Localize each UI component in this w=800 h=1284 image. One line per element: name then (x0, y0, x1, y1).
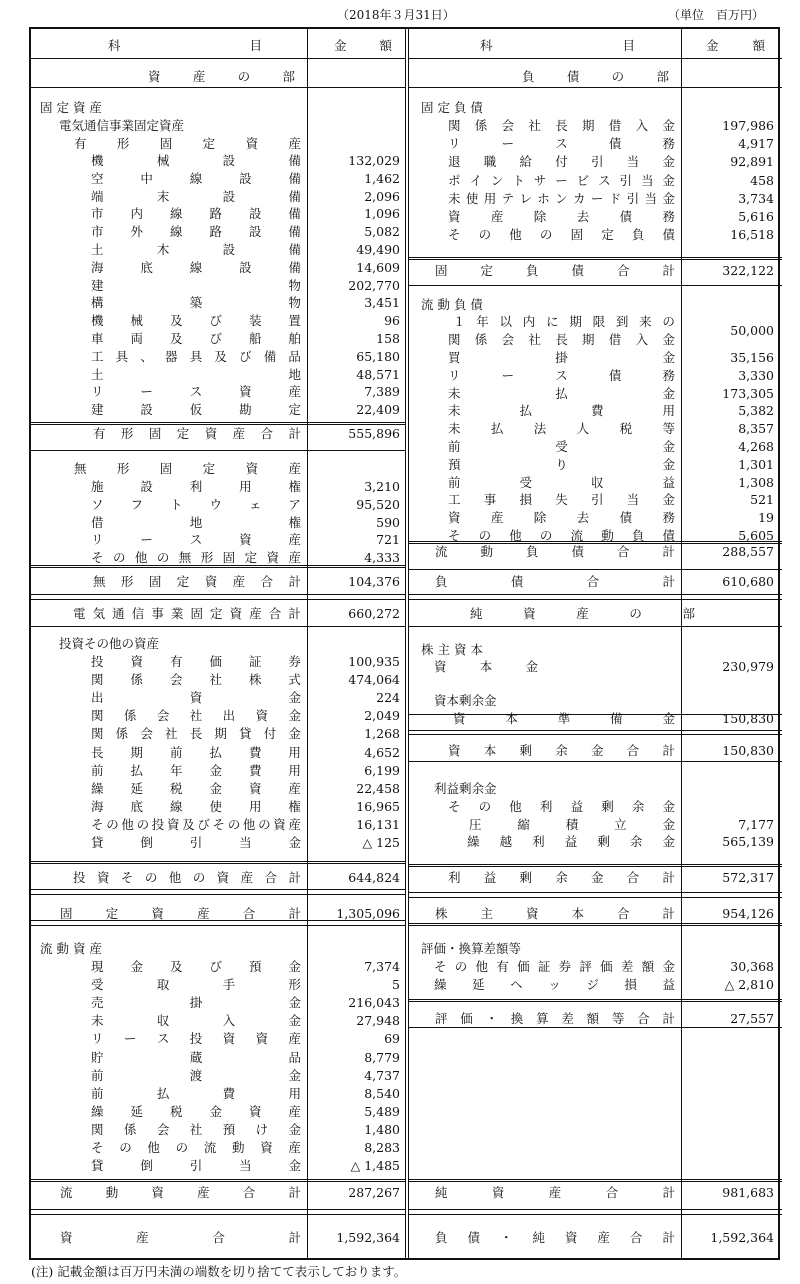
fixed-liab-item: ポ イ ン ト サ ー ビ ス 引 当 金 (448, 172, 675, 188)
valuation-title: 評価・換算差額等 (421, 941, 522, 956)
tangible-total-label: 有 形 固 定 資 産 合 計 (93, 426, 301, 441)
current-liab-amount: 173,305 (722, 385, 774, 401)
other-retained-title: そ の 他 利 益 剰 余 金 (448, 799, 675, 814)
right-rule-1 (408, 259, 782, 260)
left-rule-5 (31, 594, 405, 595)
right-rule-8 (408, 626, 782, 627)
investment-item: 関 係 会 社 株 式 (91, 672, 301, 688)
fixed-liab-amount: 197,986 (722, 118, 774, 133)
tangible-amount: 5,082 (364, 224, 400, 240)
current-asset-amount: 4,737 (364, 1067, 400, 1083)
current-asset-amount: △ 1,485 (350, 1158, 400, 1174)
right-rule-23 (408, 1181, 782, 1182)
current-asset-item: 現 金 及 び 預 金 (91, 959, 301, 974)
investment-total-label: 投 資 そ の 他 の 資 産 合 計 (73, 870, 301, 885)
fixed-liab-item: リ ー ス 債 務 (448, 136, 675, 152)
current-liab-item: 買 掛 金 (448, 350, 675, 365)
right-rule-15 (408, 892, 782, 893)
carried-forward-amount: 565,139 (722, 834, 774, 849)
current-asset-amount: 7,374 (364, 959, 400, 974)
investment-item: 出 資 金 (91, 690, 301, 706)
capital-amount: 230,979 (722, 659, 774, 674)
retained-total-label: 利 益 剰 余 金 合 計 (448, 870, 675, 885)
left-rule-4 (31, 567, 405, 568)
tangible-item: 構 築 物 (91, 295, 301, 311)
investment-item: 関 係 会 社 出 資 金 (91, 708, 301, 724)
tangible-item: 機 械 及 び 装 置 (91, 313, 301, 329)
current-liab-item: 資 産 除 去 債 務 (448, 510, 675, 526)
current-asset-amount: 8,283 (364, 1140, 400, 1155)
investment-item: 海 底 線 使 用 権 (91, 798, 301, 814)
tangible-item: リ ー ス 資 産 (91, 384, 301, 400)
investment-amount: 4,652 (364, 744, 400, 760)
fixed-liab-total-amount: 322,122 (722, 263, 774, 278)
current-asset-item: 前 払 費 用 (91, 1085, 301, 1101)
current-asset-item: 繰 延 税 金 資 産 (91, 1103, 301, 1119)
intangible-amount: 3,210 (364, 479, 400, 494)
investment-item: 投 資 有 価 証 券 (91, 654, 301, 669)
investment-amount: 22,458 (356, 780, 400, 796)
intangible-item: リ ー ス 資 産 (91, 532, 301, 548)
header-left-amount: 金 額 (334, 38, 392, 53)
left-rule-16 (31, 1209, 405, 1210)
telecom-assets-title: 電気通信事業固定資産 (59, 118, 185, 133)
intangible-item: そ の 他 の 無 形 固 定 資 産 (91, 550, 301, 566)
liab-total-label: 負 債 合 計 (435, 574, 675, 589)
left-rule-10 (31, 889, 405, 890)
valuation-item: そ の 他 有 価 証 券 評 価 差 額 金 (434, 959, 675, 974)
capital-surplus-title: 資本剰余金 (434, 693, 497, 708)
retained-total-amount: 572,317 (722, 870, 774, 885)
equity-title: 株 主 資 本 (421, 642, 483, 657)
current-liab-amount: 8,357 (738, 421, 774, 437)
current-liab-total-amount: 288,557 (722, 544, 774, 559)
current-liab-item: 関 係 会 社 長 期 借 入 金 (448, 332, 675, 347)
retained-title: 利益剰余金 (434, 781, 497, 796)
investment-amount: 2,049 (364, 708, 400, 724)
investment-amount: 474,064 (348, 672, 400, 688)
intangible-title: 無 形 固 定 資 産 (74, 461, 301, 476)
current-liab-title: 流 動 負 債 (421, 297, 483, 312)
right-rule-2 (408, 285, 782, 286)
header-line-right-0 (408, 58, 782, 59)
investment-item: 繰 延 税 金 資 産 (91, 780, 301, 796)
investment-amount: 6,199 (364, 762, 400, 778)
current-asset-amount: 8,540 (364, 1085, 400, 1101)
right-rule-5 (408, 569, 782, 570)
valuation-amount: △ 2,810 (724, 977, 774, 993)
left-rule-13 (31, 925, 405, 926)
assets-total-amount: 1,592,364 (336, 1230, 400, 1245)
current-asset-amount: 5 (392, 977, 400, 993)
balance-sheet-grid (31, 29, 778, 1258)
intangible-amount: 590 (376, 514, 400, 530)
right-rule-0 (408, 257, 782, 258)
tangible-item: 市 外 線 路 設 備 (91, 224, 301, 240)
right-rule-22 (408, 1179, 782, 1180)
tangible-amount: 7,389 (364, 384, 400, 400)
tangible-item: 端 末 設 備 (91, 188, 301, 204)
current-liab-amount: 5,382 (738, 403, 774, 419)
valuation-amount: 30,368 (730, 959, 774, 974)
assets-total-label: 資 産 合 計 (60, 1230, 301, 1245)
current-liab-item: リ ー ス 債 務 (448, 367, 675, 383)
capital-reserve-amount: 150,830 (722, 711, 774, 726)
investment-item: 関 係 会 社 長 期 貸 付 金 (91, 726, 301, 742)
right-rule-25 (408, 1214, 782, 1215)
tangible-amount: 14,609 (356, 259, 400, 275)
tangible-amount: 202,770 (348, 277, 400, 293)
capital-surplus-total-amount: 150,830 (722, 743, 774, 758)
fixed-liab-amount: 4,917 (738, 136, 774, 152)
fixed-liab-amount: 3,734 (738, 190, 774, 206)
current-liab-amount: 4,268 (738, 439, 774, 454)
header-left-item: 科 目 (108, 38, 262, 53)
current-liab-item: 工 事 損 失 引 当 金 (448, 492, 675, 508)
unit-label: （単位 百万円） (668, 8, 765, 22)
current-liab-amount: 1,301 (738, 456, 774, 472)
current-asset-amount: 5,489 (364, 1103, 400, 1119)
fixed-liab-amount: 458 (750, 172, 774, 188)
intangible-amount: 95,520 (356, 496, 400, 512)
current-liab-item: １ 年 以 内 に 期 限 到 来 の (453, 314, 675, 329)
compression-reserve-label: 圧 縮 積 立 金 (469, 817, 675, 832)
current-liab-item: 前 受 収 益 (448, 474, 675, 490)
header-line-right-1 (408, 87, 782, 88)
capital-label: 資 本 金 (434, 659, 538, 674)
valuation-total-label: 評 価 ・ 換 算 差 額 等 合 計 (435, 1011, 675, 1026)
current-asset-item: リ ー ス 投 資 資 産 (91, 1031, 301, 1047)
current-asset-item: 貸 倒 引 当 金 (91, 1158, 301, 1174)
section-net-assets: 純 資 産 の 部 (470, 606, 695, 621)
tangible-amount: 1,462 (364, 170, 400, 186)
fixed-liab-amount: 92,891 (730, 154, 774, 170)
intangible-item: 施 設 利 用 権 (91, 479, 301, 494)
fixed-liab-title: 固 定 負 債 (421, 100, 483, 115)
investment-amount: 1,268 (364, 726, 400, 742)
right-rule-10 (408, 730, 782, 731)
telecom-total-amount: 660,272 (348, 606, 400, 621)
fixed-liab-total-label: 固 定 負 債 合 計 (435, 263, 675, 278)
valuation-item: 繰 延 ヘ ッ ジ 損 益 (434, 977, 675, 993)
current-asset-item: 関 係 会 社 預 け 金 (91, 1121, 301, 1137)
current-asset-amount: 8,779 (364, 1049, 400, 1065)
current-total-amount: 287,267 (348, 1185, 400, 1200)
valuation-total-amount: 27,557 (730, 1011, 774, 1026)
tangible-item: 車 両 及 び 船 舶 (91, 331, 301, 346)
investment-amount: 16,965 (356, 798, 400, 814)
current-asset-item: 売 掛 金 (91, 995, 301, 1011)
right-rule-24 (408, 1209, 782, 1210)
current-liab-amount: 3,330 (738, 367, 774, 383)
intangible-total-label: 無 形 固 定 資 産 合 計 (93, 574, 301, 589)
net-assets-total-amount: 981,683 (722, 1185, 774, 1200)
left-rule-17 (31, 1214, 405, 1215)
current-asset-item: 貯 蔵 品 (91, 1049, 301, 1065)
left-rule-6 (31, 599, 405, 600)
tangible-item: 市 内 線 路 設 備 (91, 206, 301, 222)
balance-sheet-table (29, 27, 780, 1260)
header-right-amount: 金 額 (706, 38, 765, 53)
fixed-liab-item: 関 係 会 社 長 期 借 入 金 (448, 118, 675, 133)
current-asset-item: そ の 他 の 流 動 資 産 (91, 1140, 301, 1155)
current-liab-amount: 1,308 (738, 474, 774, 490)
current-liab-total-label: 流 動 負 債 合 計 (435, 544, 675, 559)
left-rule-15 (31, 1181, 405, 1182)
fixed-total-amount: 1,305,096 (336, 906, 400, 921)
left-rule-14 (31, 1179, 405, 1180)
header-right-item: 科 目 (480, 38, 635, 53)
telecom-total-label: 電 気 通 信 事 業 固 定 資 産 合 計 (73, 606, 301, 621)
current-liab-amount: 19 (758, 510, 774, 526)
right-rule-14 (408, 866, 782, 867)
right-rule-20 (408, 1001, 782, 1002)
tangible-amount: 158 (376, 331, 400, 346)
current-asset-item: 受 取 手 形 (91, 977, 301, 993)
right-rule-17 (408, 923, 782, 924)
current-liab-item: 前 受 金 (448, 439, 675, 454)
tangible-item: 建 設 仮 勘 定 (91, 402, 301, 418)
header-line-left-1 (31, 87, 405, 88)
fixed-liab-item: そ の 他 の 固 定 負 債 (448, 227, 675, 243)
fixed-liab-item: 未 使 用 テ レ ホ ン カ ー ド 引 当 金 (448, 190, 675, 206)
investment-item: 貸 倒 引 当 金 (91, 835, 301, 850)
equity-total-amount: 954,126 (722, 906, 774, 921)
left-rule-11 (31, 894, 405, 895)
right-rule-19 (408, 999, 782, 1000)
fixed-assets-title: 固 定 資 産 (40, 100, 102, 115)
fixed-liab-item: 退 職 給 付 引 当 金 (448, 154, 675, 170)
current-liab-item: 未 払 金 (448, 385, 675, 401)
current-asset-amount: 1,480 (364, 1121, 400, 1137)
investment-total-amount: 644,824 (348, 870, 400, 885)
fixed-liab-item: 資 産 除 去 債 務 (448, 209, 675, 224)
intangible-amount: 4,333 (364, 550, 400, 566)
section-assets: 資 産 の 部 (148, 69, 295, 84)
tangible-amount: 2,096 (364, 188, 400, 204)
right-rule-21 (408, 1027, 782, 1028)
left-rule-9 (31, 863, 405, 864)
tangible-item: 工 具 、 器 具 及 び 備 品 (91, 348, 301, 364)
tangible-amount: 3,451 (364, 295, 400, 311)
investment-amount: △ 125 (362, 835, 400, 850)
current-asset-item: 前 渡 金 (91, 1067, 301, 1083)
right-rule-7 (408, 599, 782, 600)
liab-net-total-label: 負 債 ・ 純 資 産 合 計 (435, 1230, 675, 1245)
current-asset-amount: 27,948 (356, 1013, 400, 1029)
compression-reserve-amount: 7,177 (738, 817, 774, 832)
right-rule-13 (408, 864, 782, 865)
current-liab-item: 預 り 金 (448, 456, 675, 472)
current-liab-amount: 5,605 (738, 528, 774, 543)
intangible-amount: 721 (376, 532, 400, 548)
capital-reserve-label: 資 本 準 備 金 (453, 711, 675, 726)
left-rule-8 (31, 861, 405, 862)
capital-surplus-total-label: 資 本 剰 余 金 合 計 (448, 743, 675, 758)
tangible-amount: 65,180 (356, 348, 400, 364)
right-rule-16 (408, 897, 782, 898)
right-rule-11 (408, 734, 782, 735)
carried-forward-label: 繰 越 利 益 剰 余 金 (467, 834, 675, 849)
right-rule-18 (408, 925, 782, 926)
investment-item: そ の 他 の 投 資 及 び そ の 他 の 資 産 (91, 816, 301, 832)
fixed-total-label: 固 定 資 産 合 計 (60, 906, 301, 921)
investment-amount: 224 (376, 690, 400, 706)
tangible-item: 土 木 設 備 (91, 242, 301, 257)
tangible-title: 有 形 固 定 資 産 (74, 136, 301, 151)
current-liab-item: 未 払 費 用 (448, 403, 675, 419)
tangible-amount: 49,490 (356, 242, 400, 257)
fixed-liab-amount: 5,616 (738, 209, 774, 224)
header-line-left-0 (31, 58, 405, 59)
tangible-item: 海 底 線 設 備 (91, 259, 301, 275)
equity-total-label: 株 主 資 本 合 計 (435, 906, 675, 921)
tangible-total-amount: 555,896 (348, 426, 400, 441)
footnote: (注) 記載金額は百万円未満の端数を切り捨てて表示しております。 (31, 1264, 407, 1279)
investment-item: 前 払 年 金 費 用 (91, 762, 301, 778)
current-liab-amount: 35,156 (730, 350, 774, 365)
net-assets-total-label: 純 資 産 合 計 (435, 1185, 675, 1200)
tangible-amount: 22,409 (356, 402, 400, 418)
tangible-item: 土 地 (91, 366, 301, 382)
liab-net-total-amount: 1,592,364 (710, 1230, 774, 1245)
intangible-item: 借 地 権 (91, 514, 301, 530)
current-liab-item: そ の 他 の 流 動 負 債 (448, 528, 675, 543)
fixed-liab-amount: 16,518 (730, 227, 774, 243)
tangible-amount: 1,096 (364, 206, 400, 222)
report-date: （2018年３月31日） (337, 8, 455, 22)
current-total-label: 流 動 資 産 合 計 (60, 1185, 301, 1200)
intangible-total-amount: 104,376 (348, 574, 400, 589)
tangible-item: 建 物 (91, 277, 301, 293)
current-liab-amount: 50,000 (730, 323, 774, 338)
right-rule-12 (408, 761, 782, 762)
tangible-amount: 96 (384, 313, 400, 329)
left-rule-7 (31, 626, 405, 627)
current-liab-item: 未 払 法 人 税 等 (448, 421, 675, 437)
tangible-amount: 48,571 (356, 366, 400, 382)
current-asset-amount: 216,043 (348, 995, 400, 1011)
current-assets-title: 流 動 資 産 (40, 941, 102, 956)
current-liab-amount: 521 (750, 492, 774, 508)
current-asset-amount: 69 (384, 1031, 400, 1047)
right-rule-6 (408, 594, 782, 595)
liab-total-amount: 610,680 (722, 574, 774, 589)
tangible-item: 機 械 設 備 (91, 153, 301, 168)
investment-amount: 16,131 (356, 816, 400, 832)
investment-title: 投資その他の資産 (59, 636, 160, 651)
investment-item: 長 期 前 払 費 用 (91, 744, 301, 760)
investment-amount: 100,935 (348, 654, 400, 669)
tangible-amount: 132,029 (348, 153, 400, 168)
current-asset-item: 未 収 入 金 (91, 1013, 301, 1029)
intangible-item: ソ フ ト ウ ェ ア (91, 496, 301, 512)
tangible-item: 空 中 線 設 備 (91, 170, 301, 186)
section-liabilities: 負 債 の 部 (522, 69, 669, 84)
